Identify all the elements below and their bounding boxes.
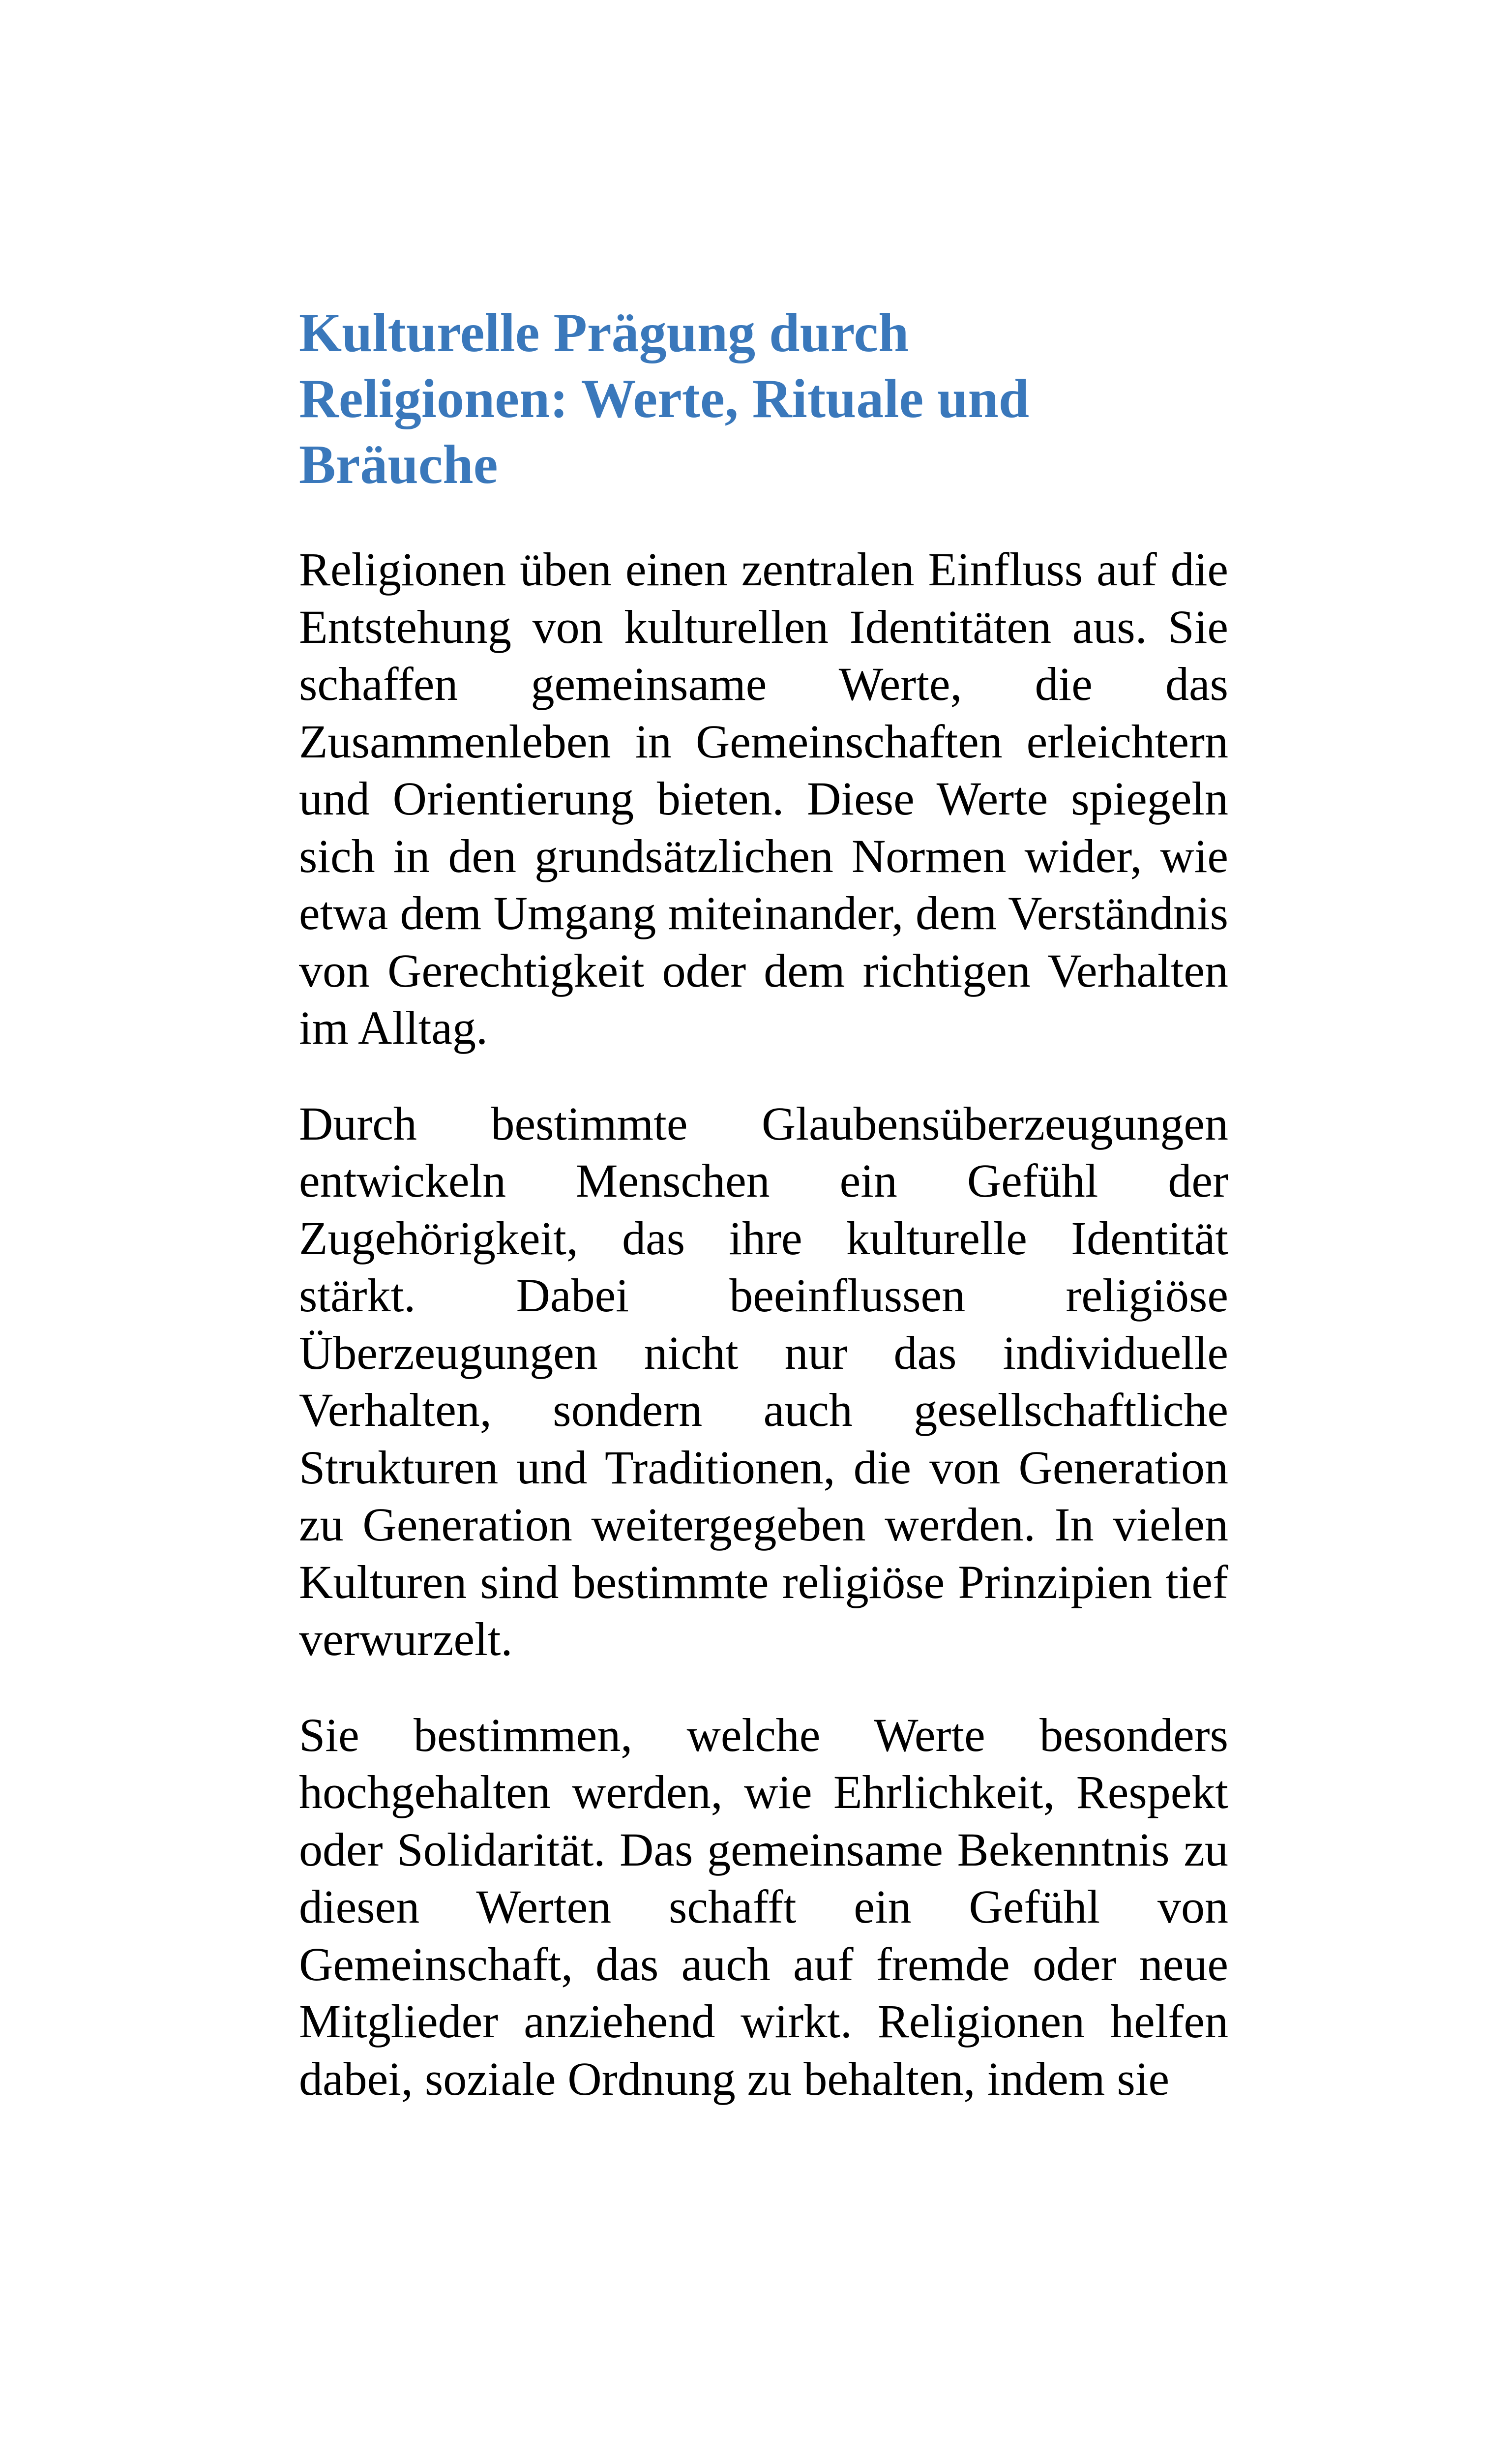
paragraph-2: Durch bestimmte Glaubensüberzeugungen entwickeln Menschen ein Gefühl der Zugehörigkeit, das ihre kulturelle Identität stärkt. Dabei beeinflussen religiöse Überzeugungen nicht nur das individuelle Verhalten, sondern auch gesellschaftliche Strukturen und Traditionen, die von Generation zu Generation weitergegeben werden. In vielen Kulturen sind bestimmte religiöse Prinzipien tief verwurzelt.: [299, 1097, 1228, 1665]
paragraph-1: Religionen üben einen zentralen Einfluss auf die Entstehung von kulturellen Identitäten aus. Sie schaffen gemeinsame Werte, die das Zusammenleben in Gemeinschaften erleichtern und Orientierung bieten. Diese Werte spiegeln sich in den grundsätzlichen Normen wider, wie etwa dem Umgang miteinander, dem Verständnis von Gerechtigkeit oder dem richtigen Verhalten im Alltag.: [299, 543, 1228, 1054]
page-title: Kulturelle Prägung durch Religionen: Werte, Rituale und Bräuche: [299, 302, 1030, 495]
paragraph-3: Sie bestimmen, welche Werte besonders hochgehalten werden, wie Ehrlichkeit, Respekt oder Solidarität. Das gemeinsame Bekenntnis zu diesen Werten schafft ein Gefühl von Gemeinschaft, das auch auf fremde oder neue Mitglieder anziehend wirkt. Religionen helfen dabei, soziale Ordnung zu behalten, indem sie: [299, 1708, 1228, 2105]
document-page: [299, 300, 1228, 2146]
